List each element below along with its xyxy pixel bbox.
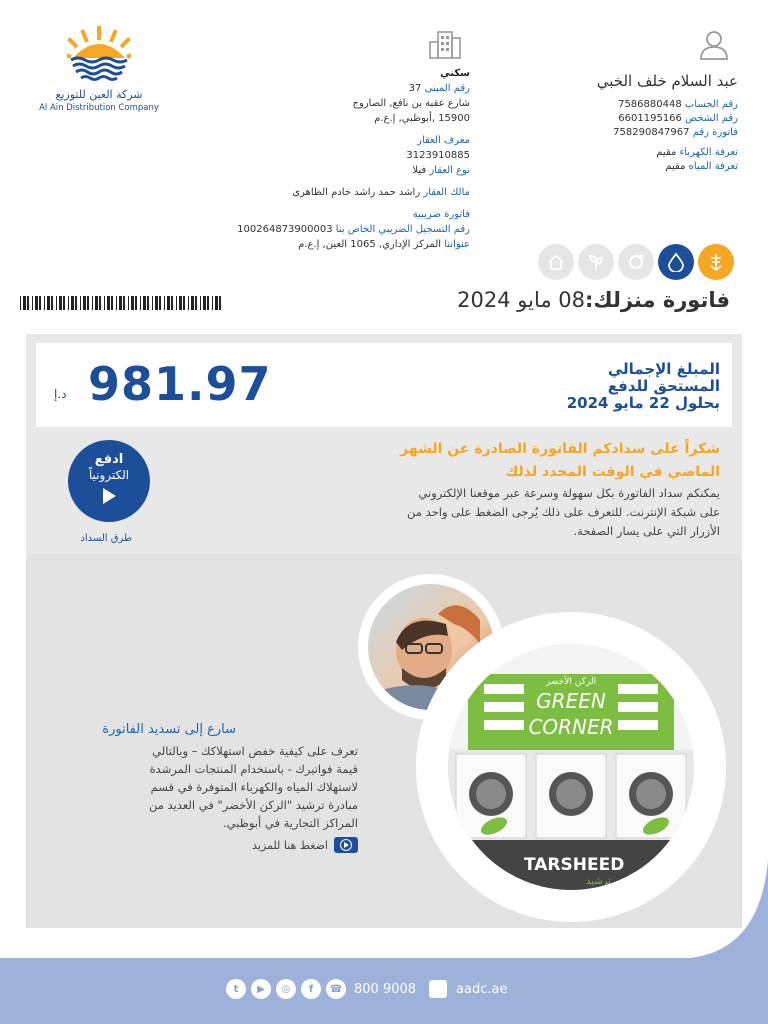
footer-phone[interactable]: 800 9008 [354,981,417,997]
property-type-row [200,163,470,178]
customer-details [530,30,738,174]
company-name-en: Al Ain Distribution Company [39,103,159,113]
property-type-title: سكني [440,68,470,79]
promo-title: سارع إلى تسديد الفاتورة [102,722,236,737]
address-line1: شارع عقبة بن نافع, الصاروج [352,98,470,109]
green-corner-ar: الركن الأخضر [545,677,597,687]
service-icons [530,244,734,280]
our-address-value: المركز الإداري, 1065 العين, إ.ع.م [298,239,442,250]
elec-tariff-label: تعرفة الكهرباء [679,147,738,158]
account-number: 7586880448 [618,99,682,110]
youtube-icon[interactable]: ▶ [251,979,271,999]
trn-row [200,222,470,237]
person-number: 6601195166 [618,113,682,124]
promo-body-line3: لاستهلاك المياه والكهرباء المتوفرة في قسم [150,780,358,794]
account-row [530,98,738,112]
pay-button-line1: ادفع [94,452,124,467]
building-icon [428,30,462,60]
water-drop-icon [658,244,694,280]
computer-icon [429,980,447,998]
trn-label: رقم التسجيل الضريبي الخاص بنا [335,224,470,235]
more-info-link[interactable] [212,836,358,854]
water-tariff-label: تعرفة المياه [688,161,738,172]
thanks-title-line1: شكراً على سدادكم الفاتورة الصادرة عن الشهر [400,441,720,457]
green-corner-en2: CORNER [528,715,614,739]
owner-row [200,185,470,200]
bill-title-label: فاتورة منزلك: [585,288,730,312]
promo-body-line2: قيمة فواتيرك - باستخدام المنتجات المرشدة [149,762,358,776]
water-tariff: مقيم [665,161,686,172]
promo-body-line1: تعرف على كيفية خفض استهلاكك – وبالتالي [152,744,358,758]
address-line2: 15900 ,أبوظبي, إ.ع.م [374,113,470,124]
elec-tariff-row [530,146,738,160]
invoice-label: فاتورة رقم [692,127,738,138]
property-type: فيلا [412,165,427,176]
twitter-icon[interactable]: t [226,979,246,999]
tarsheed-en: TARSHEED [524,855,625,875]
customer-name: عبد السلام خلف الخبي [596,72,738,90]
our-address-label: عنواننا [444,239,470,250]
property-type-label: نوع العقار [429,165,470,176]
more-info-label: اضغط هنا للمزيد [252,838,328,852]
owner-name: راشد حمد راشد خادم الظاهرى [292,187,421,198]
trn-value: 100264873900003 [237,224,333,235]
thanks-body [280,484,720,541]
amount-label-line2: المستحق للدفع [607,377,720,395]
amount-currency: د.إ [54,387,67,401]
green-corner-scene [448,644,694,890]
thanks-body-line2: على شبكة الإنترنت. للتعرف على ذلك يُرجى الضغط على واحد من [407,505,720,519]
invoice-number: 758290847967 [613,127,690,138]
tax-invoice-label: فاتورة ضريبية [412,209,470,220]
payment-methods-link[interactable]: طرق السداد [80,533,132,544]
thanks-title-line2: الماضي في الوقت المحدد لذلك [505,464,720,480]
plant-icon [578,244,614,280]
property-id: 3123910885 [406,150,470,161]
barcode [20,296,222,310]
building-number: 37 [408,83,422,94]
thanks-body-line1: يمكنكم سداد الفاتورة بكل سهولة وسرعة عبر موقعنا الإلكتروني [418,486,720,500]
account-label: رقم الحساب [684,99,738,110]
company-logo [38,26,160,130]
recycle-icon [618,244,654,280]
pay-button-line2: الكترونياً [88,468,130,482]
property-id-row [200,133,470,148]
footer-website[interactable]: aadc.ae [456,981,508,997]
building-number-row [200,81,470,96]
footer-contact [226,978,507,1000]
promo-body-line5: المراكز التجارية في أبوظبي. [223,816,358,830]
amount-label-line1: المبلغ الإجمالي [607,360,720,378]
amount-value: 981.97 [88,357,272,411]
thanks-body-line3: الأزرار التي على يسار الصفحة. [573,524,720,538]
person-label: رقم الشخص [685,113,738,124]
electricity-icon [698,244,734,280]
elec-tariff: مقيم [656,147,677,158]
our-address-row [200,237,470,252]
instagram-icon[interactable]: ◎ [276,979,296,999]
amount-due-label [567,361,720,412]
water-tariff-row [530,160,738,174]
pay-online-button[interactable] [68,440,150,522]
amount-due-date: بحلول 22 مايو 2024 [566,394,720,412]
person-row [530,112,738,126]
play-icon [103,488,116,504]
building-number-label: رقم المبنى [424,83,470,94]
tarsheed-ar: ترشيد [586,876,611,887]
green-corner-image [416,612,726,922]
phone-icon: ☎ [326,979,346,999]
play-circle-icon [334,837,358,853]
property-id-label: معرف العقار [417,135,470,146]
owner-label: مالك العقار [423,187,470,198]
facebook-icon[interactable]: f [301,979,321,999]
company-name-ar: شركة العين للتوزيع [55,88,143,101]
promo-body-line4: مبادرة ترشيد "الركن الأخضر" في العديد من [148,798,358,812]
bill-date: 08 مايو 2024 [457,288,586,312]
user-icon [698,30,730,60]
green-corner-en1: GREEN [536,689,606,713]
home-icon [538,244,574,280]
promo-body [70,742,358,832]
amount-due-box [36,343,732,427]
bill-title [457,288,730,312]
sun-logo-icon [67,26,131,84]
invoice-row [530,126,738,140]
property-details [200,30,470,252]
thanks-title [300,438,720,484]
